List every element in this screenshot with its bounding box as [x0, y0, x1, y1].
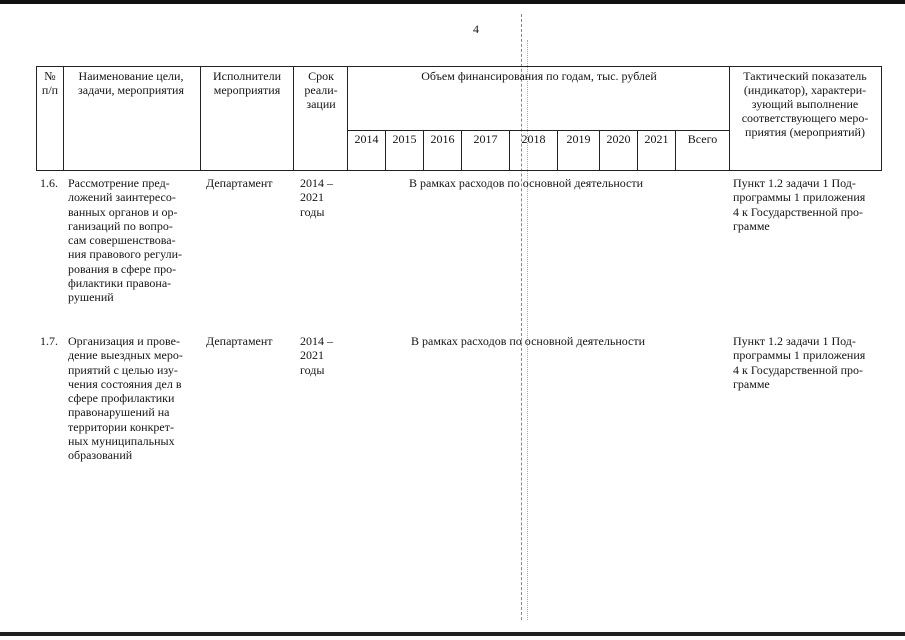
table-border-bottom — [36, 170, 882, 171]
year-cell: 2021 — [644, 132, 669, 146]
year-cell: 2015 — [392, 132, 417, 146]
scan-bottom-edge — [0, 632, 905, 636]
table-border-top — [36, 66, 882, 67]
row-funding-note: В рамках расходов по основной деятельности — [409, 176, 644, 190]
col-border-right — [881, 66, 882, 171]
col-border-left — [36, 66, 37, 171]
year-cell: 2017 — [473, 132, 498, 146]
year-cell: 2019 — [566, 132, 591, 146]
row-term: 2014 – 2021 годы — [300, 334, 333, 377]
row-name: Рассмотрение пред- ложений заинтересо- ванных органов и ор- ганизаций по вопро- сам совершенствова- ния правового регули- рования в сфере про- филактики правона- рушений — [68, 176, 183, 305]
year-cell: 2018 — [521, 132, 546, 146]
row-indicator: Пункт 1.2 задачи 1 Под- программы 1 приложения 4 к Государственной про- грамме — [733, 176, 866, 233]
row-funding-note: В рамках расходов по основной деятельности — [411, 334, 646, 348]
col-border-term — [347, 66, 348, 171]
year-row-top-border — [347, 130, 729, 131]
header-number: № п/п — [41, 69, 59, 97]
col-border-num — [63, 66, 64, 171]
row-number: 1.6. — [40, 176, 58, 190]
header-funding: Объем финансирования по годам, тыс. рублей — [421, 69, 657, 83]
row-name: Организация и прове- дение выездных меро- приятий с целью изу- чения состояния дел в сфере профилактики правонарушений на территории конкрет- ных муниципальных образований — [68, 334, 183, 463]
header-term: Срок реали- зации — [304, 69, 338, 111]
year-cell: 2016 — [430, 132, 455, 146]
col-border-name — [200, 66, 201, 171]
col-border-funding — [729, 66, 730, 171]
header-name: Наименование цели, задачи, мероприятия — [78, 69, 184, 97]
row-indicator: Пункт 1.2 задачи 1 Под- программы 1 приложения 4 к Государственной про- грамме — [733, 334, 866, 391]
year-cell: 2014 — [354, 132, 379, 146]
year-cell-total: Всего — [687, 132, 718, 146]
row-term: 2014 – 2021 годы — [300, 176, 333, 219]
row-executor: Департамент — [206, 176, 273, 190]
header-executors: Исполнители мероприятия — [212, 69, 282, 97]
header-indicator: Тактический показатель (индикатор), характери- зующий выполнение соответствующего меро- приятия (мероприятий) — [741, 69, 869, 139]
row-number: 1.7. — [40, 334, 58, 348]
row-executor: Департамент — [206, 334, 273, 348]
col-border-executors — [293, 66, 294, 171]
page-number: 4 — [473, 22, 479, 36]
year-cell: 2020 — [606, 132, 631, 146]
scan-top-edge — [0, 0, 905, 4]
